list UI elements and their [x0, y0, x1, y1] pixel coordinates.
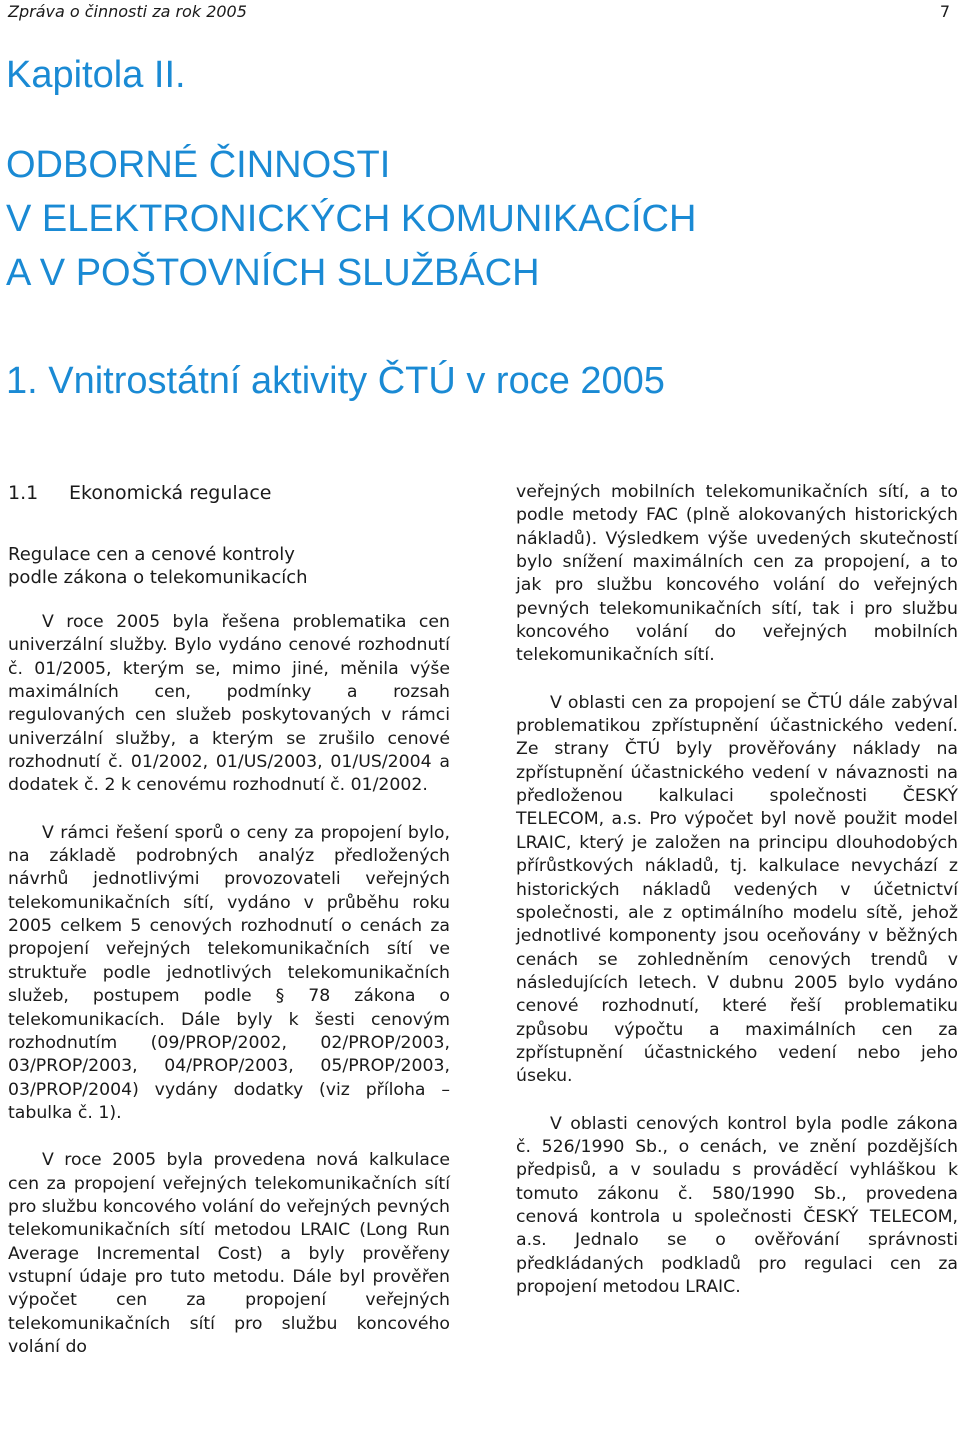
chapter-title: [6, 138, 946, 300]
chapter-title-line: A V POŠTOVNÍCH SLUŽBÁCH: [6, 252, 540, 294]
paragraph-continuation: veřejných mobilních telekomunikačních sítí, a to podle metody FAC (plně alokovaných historických nákladů). Výsledkem výše uvedených skutečností bylo snížení maximálních cen za propojení, a to jak pro službu koncového volání do veřejných pevných telekomunikačních sítí, tak i pro službu koncového volání do veřejných mobilních telekomunikačních sítí.: [516, 482, 958, 666]
running-header: [8, 2, 950, 24]
paragraph: V oblasti cen za propojení se ČTÚ dále zabýval problematikou zpřístupnění účastnického vedení. Ze strany ČTÚ byly prověřovány náklady na zpřístupnění účastnického vedení v návaznosti na předloženou kalkulaci společnosti ČESKÝ TELECOM, a.s. Pro výpočet byl nově použit model LRAIC, který je založen na principu dlouhodobých přírůstkových nákladů, tj. kalkulace nevychází z historických nákladů vedených v účetnictví společnosti, ale z optimálního modelu sítě, jehož jednotlivé komponenty jsou oceňovány v běžných cenách se zohledněním cenových trendů v následujících letech. V dubnu 2005 bylo vydáno cenové rozhodnutí, které řeší problematiku způsobu výpočtu a maximálních cen za zpřístupnění účastnického vedení nebo jeho úseku.: [516, 692, 958, 1087]
paragraph: V oblasti cenových kontrol byla podle zákona č. 526/1990 Sb., o cenách, ve znění pozdějších předpisů, a v souladu s prováděcí vyhláškou k tomuto zákonu č. 580/1990 Sb., provedena cenová kontrola u společnosti ČESKÝ TELECOM, a.s. Jednalo se o ověřování správnosti předkládaných podkladů pro regulaci cen za propojení metodou LRAIC.: [516, 1113, 958, 1297]
report-title: Zpráva o činnosti za rok 2005: [8, 2, 247, 21]
chapter-title-line: ODBORNÉ ČINNOSTI: [6, 144, 391, 186]
subsection-title: Ekonomická regulace: [69, 482, 272, 504]
subsection-number: 1.1: [8, 482, 39, 504]
chapter-title-line: V ELEKTRONICKÝCH KOMUNIKACÍCH: [6, 198, 697, 240]
subsubsection-title-line: Regulace cen a cenové kontroly: [8, 544, 295, 565]
page-number: 7: [939, 2, 950, 21]
paragraph: V roce 2005 byla provedena nová kalkulace cen za propojení veřejných telekomunikačních sítí pro službu koncového volání do veřejných pevných telekomunikačních sítí metodou LRAIC (Long Run Average Incremental Cost) a byly prověřeny vstupní údaje pro tuto metodu. Dále byl prověřen výpočet cen za propojení veřejných telekomunikačních sítí pro službu koncového volání do: [8, 1150, 450, 1357]
left-column: [8, 481, 450, 1383]
paragraph: V roce 2005 byla řešena problematika cen univerzální služby. Bylo vydáno cenové rozhodnutí č. 01/2005, kterým se, mimo jiné, měnila výše maximálních cen, podmínky a rozsah regulovaných cen služeb poskytovaných v rámci univerzální služby, a kterým se zrušilo cenové rozhodnutí č. 01/2002, 01/US/2003, 01/US/2004 a dodatek č. 2 k cenovému rozhodnutí č. 01/2002.: [8, 612, 450, 796]
chapter-label: Kapitola II.: [6, 54, 186, 96]
right-column: [516, 481, 958, 1323]
paragraph: V rámci řešení sporů o ceny za propojení bylo, na základě podrobných analýz předložených návrhů jednotlivými provozovateli veřejných telekomunikačních sítí, vydáno v průběhu roku 2005 celkem 5 cenových rozhodnutí o cenách za propojení veřejných telekomunikačních sítí ve struktuře podle jednotlivých telekomunikačních služeb, postupem podle § 78 zákona o telekomunikacích. Dále byly k šesti cenovým rozhodnutím (09/PROP/2002, 02/PROP/2003, 03/PROP/2003, 04/PROP/2003, 05/PROP/2003, 03/PROP/2004) vydány dodatky (viz příloha – tabulka č. 1).: [8, 822, 450, 1123]
section-title: 1. Vnitrostátní aktivity ČTÚ v roce 2005: [6, 360, 665, 402]
subsubsection-title-line: podle zákona o telekomunikacích: [8, 567, 308, 588]
subsection-heading: [8, 481, 450, 505]
subsubsection-heading: [8, 543, 450, 589]
